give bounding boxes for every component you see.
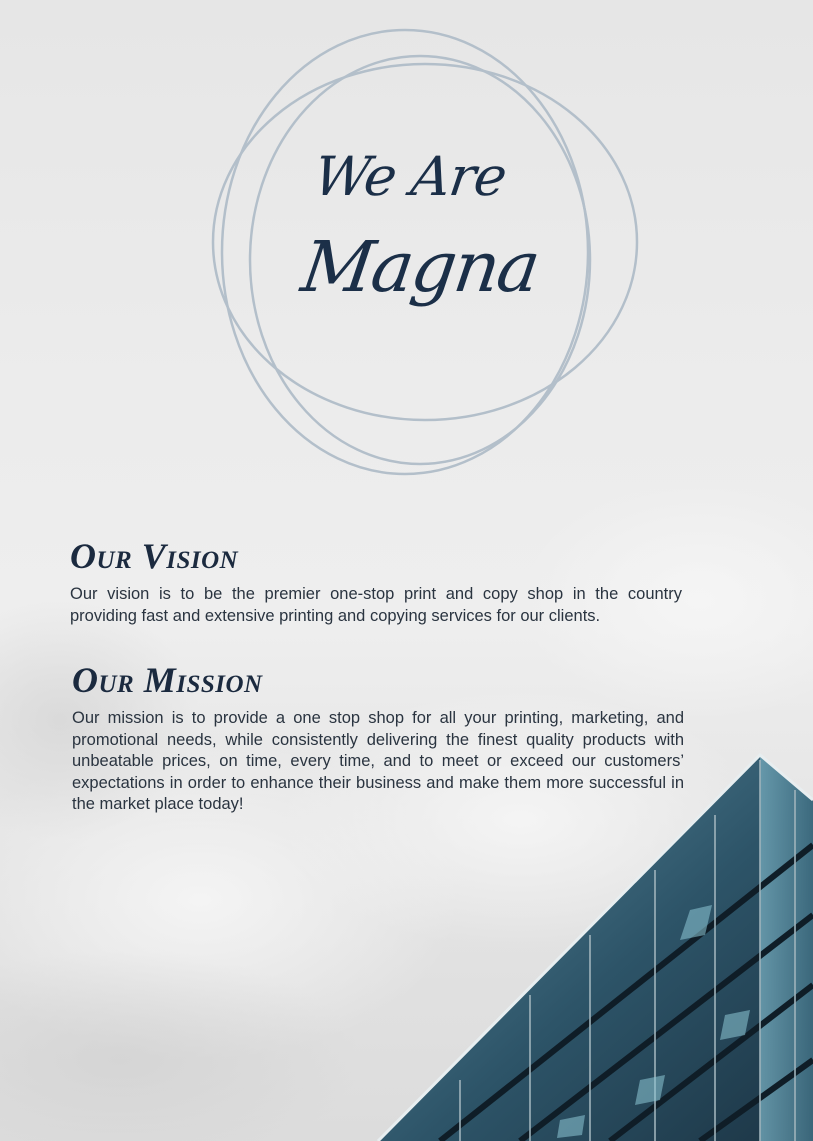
- we-are-magna-logo: [210, 20, 650, 490]
- vision-section: [70, 538, 682, 627]
- logo-line-magna: Magna: [296, 226, 544, 308]
- mission-body: Our mission is to provide a one stop shop for all your printing, marketing, and promotional needs, while consistently delivering the finest quality products with unbeatable prices, on time, every time, and to meet or exceed our customers’ expectations in order to enhance their business and make them more successful in the market place today!: [72, 709, 684, 813]
- vision-heading: Our Vision: [70, 536, 239, 576]
- mission-heading: Our Mission: [72, 660, 263, 700]
- vision-body: Our vision is to be the premier one-stop print and copy shop in the country providing fast and extensive printing and copying services for our clients.: [70, 585, 682, 625]
- mission-section: [72, 662, 684, 816]
- logo-line-we-are: We Are: [310, 145, 510, 208]
